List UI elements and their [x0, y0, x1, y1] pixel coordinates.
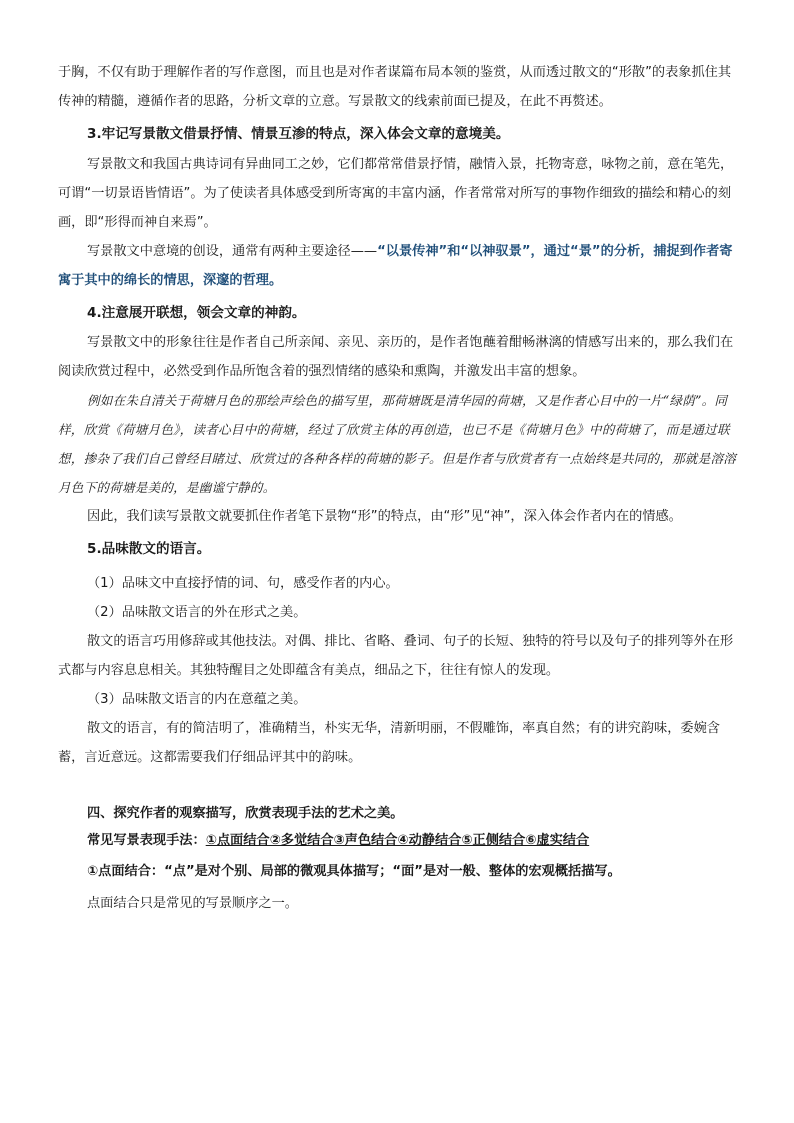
subpoint-3: （3）品味散文语言的内在意蕴之美。	[87, 691, 307, 707]
paragraph: 于胸，不仅有助于理解作者的写作意图，而且也是对作者谋篇布局本领的鉴赏，从而透过散文的“形散”的表象抓住其传神的精髓，遵循作者的思路，分析文章的立意。写景散文的线索前面已提及，在此不再赘述。	[58, 65, 732, 109]
section-heading-four: 四、探究作者的观察描写，欣赏表现手法的艺术之美。	[87, 805, 404, 821]
subpoint-2: （2）品味散文语言的外在形式之美。	[87, 604, 307, 620]
paragraph: 散文的语言巧用修辞或其他技法。对偶、排比、省略、叠词、句子的长短、独特的符号以及句子的排列等外在形式都与内容息息相关。其独特醒目之处即蕴含有美点，细品之下，往往有惊人的发现。	[58, 633, 734, 678]
method-definition: ①点面结合：“点”是对个别、局部的微观具体描写；“面”是对一般、整体的宏观概括描写。	[87, 863, 621, 879]
paragraph: 散文的语言，有的简洁明了，准确精当，朴实无华，清新明丽，不假雕饰，率真自然；有的讲究韵味，委婉含蓄，言近意远。这都需要我们仔细品评其中的韵味。	[58, 720, 720, 765]
methods-lead: 常见写景表现手法：	[87, 832, 206, 848]
highlight-text: “以景传神”和“以神驭景”，通过“景”的分析，捕捉到作者寄寓于其中的绵长的情思，深邃的哲理。	[58, 243, 733, 288]
paragraph	[58, 237, 738, 295]
subpoint-1: （1）品味文中直接抒情的词、句，感受作者的内心。	[87, 575, 399, 591]
spacer	[58, 772, 738, 794]
example-quote: 例如在朱自清关于荷塘月色的那绘声绘色的描写里，那荷塘既是清华园的荷塘，又是作者心目中的一片“绿荫”。同样，欣赏《荷塘月色》，读者心目中的荷塘，经过了欣赏主体的再创造，也已不是《荷塘月色》中的荷塘了，而是通过联想，掺杂了我们自己曾经目睹过、欣赏过的各种各样的荷塘的影子。但是作者与欣赏者有一点始终是共同的，那就是溶溶月色下的荷塘是美的，是幽谧宁静的。	[58, 393, 737, 495]
section-heading-4: 4.注意展开联想，领会文章的神韵。	[87, 304, 306, 321]
paragraph: 写景散文中的形象往往是作者自己所亲闻、亲见、亲历的，是作者饱蘸着酣畅淋漓的情感写出来的，那么我们在阅读欣赏过程中，必然受到作品所饱含着的强烈情绪的感染和熏陶，并激发出丰富的想象。	[58, 335, 734, 379]
paragraph: 因此，我们读写景散文就要抓住作者笔下景物“形”的特点，由“形”见“神”，深入体会作者内在的情感。	[87, 509, 682, 524]
paragraph: 点面结合只是常见的写景顺序之一。	[87, 895, 298, 911]
methods-line	[58, 827, 738, 854]
document-page	[58, 58, 738, 918]
section-heading-3: 3.牢记写景散文借景抒情、情景互渗的特点，深入体会文章的意境美。	[87, 126, 510, 142]
section-heading-5: 5.品味散文的语言。	[87, 541, 211, 557]
methods-list: ①点面结合②多觉结合③声色结合④动静结合⑤正侧结合⑥虚实结合	[205, 832, 590, 848]
paragraph-lead: 写景散文中意境的创设，通常有两种主要途径——	[87, 243, 378, 259]
paragraph: 写景散文和我国古典诗词有异曲同工之妙，它们都常常借景抒情，融情入景，托物寄意，咏物之前，意在笔先，可谓“一切景语皆情语”。为了使读者具体感受到所寄寓的丰富内涵，作者常常对所写的事物作细致的描绘和精心的刻画，即“形得而神自来焉”。	[58, 156, 734, 230]
